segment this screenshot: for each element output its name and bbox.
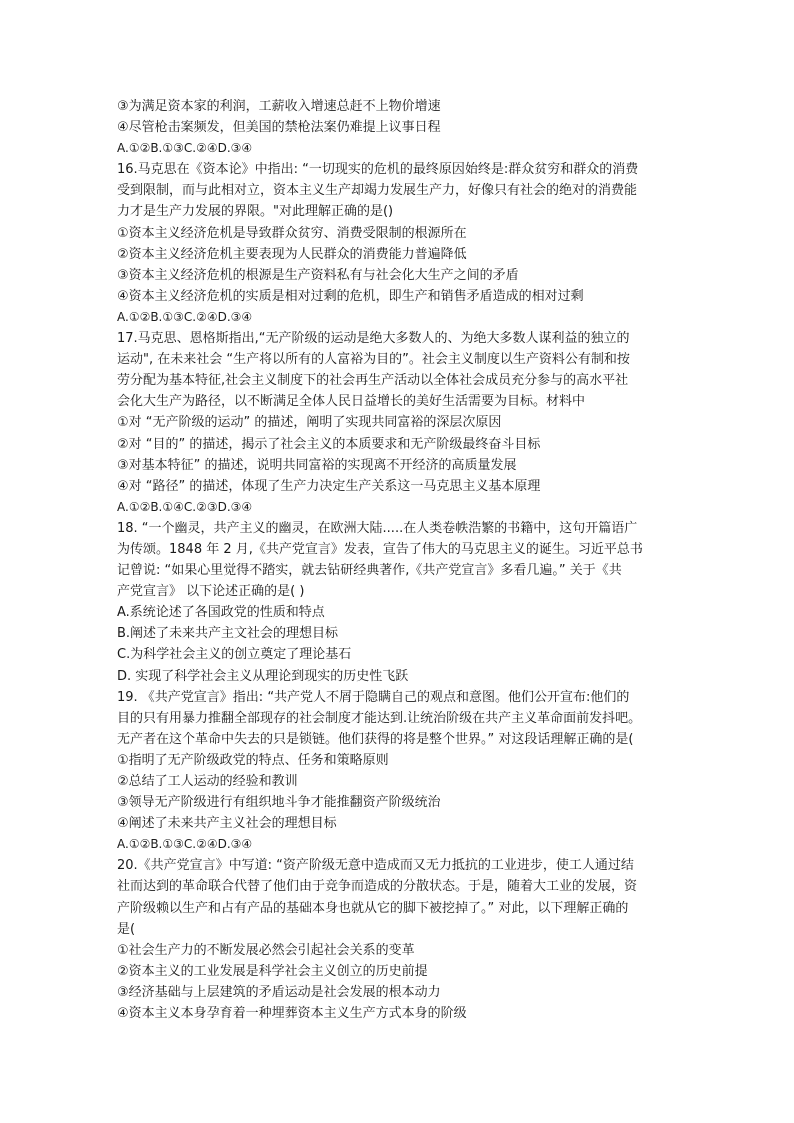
option-line: A.系统论述了各国政党的性质和特点 (117, 605, 325, 621)
question-text-line: 19. 《共产党宣言》指出: “共产党人不屑于隐瞒自己的观点和意图。他们公开宣布:他们的 (117, 689, 630, 705)
question-text-line: 受到限制，而与此相对立，资本主义生产却竭力发展生产力，好像只有社会的绝对的消费能 (117, 183, 638, 199)
question-text-line: 目的只有用暴力推翻全部现存的社会制度才能达到.让统治阶级在共产主义革命面前发抖吧。 (117, 710, 642, 726)
option-line: ②资本主义的工业发展是科学社会主义创立的历史前提 (117, 963, 428, 979)
question-text-line: 17.马克思、恩格斯指出,“无产阶级的运动是绝大多数人的、为绝大多数人谋利益的独立的 (117, 331, 630, 347)
option-line: ④资本主义经济危机的实质是相对过剩的危机，即生产和销售矛盾造成的相对过剩 (117, 288, 584, 304)
option-line: ②资本主义经济危机主要表现为人民群众的消费能力普遍降低 (117, 246, 467, 262)
option-line: ③对基本特征” 的描述，说明共同富裕的实现离不开经济的高质量发展 (117, 457, 517, 473)
option-line: C.为科学社会主义的创立奠定了理论基石 (117, 647, 352, 663)
option-line: D. 实现了科学社会主义从理论到现实的历史性飞跃 (117, 668, 409, 684)
question-text-line: 会化大生产为路径，以不断满足全体人民日益增长的美好生活需要为目标。材料中 (117, 394, 586, 410)
answer-choices-line: A.①②B.①④C.②③D.③④ (117, 499, 253, 514)
option-line: ③资本主义经济危机的根源是生产资料私有与社会化大生产之间的矛盾 (117, 267, 519, 283)
question-text-line: 力才是生产力发展的界限。"对此理解正确的是() (117, 204, 394, 220)
option-line: ①资本主义经济危机是导致群众贫穷、消费受限制的根源所在 (117, 225, 467, 241)
answer-choices-line: A.①②B.①③C.②④D.③④ (117, 837, 253, 852)
option-line: ②总结了工人运动的经验和教训 (117, 774, 298, 789)
question-text-line: 产党宣言》 以下论述正确的是( ) (117, 584, 305, 600)
question-text-line: 社而达到的革命联合代替了他们由于竞争而造成的分散状态。于是，随着大工业的发展，资 (117, 879, 638, 895)
option-line: ①社会生产力的不断发展必然会引起社会关系的变革 (117, 942, 415, 958)
question-text-line: 产阶级赖以生产和占有产品的基础本身也就从它的脚下被挖掉了。” 对此，以下理解正确的 (117, 900, 629, 916)
question-text-line: 16.马克思在《资本论》中指出: “一切现实的危机的最终原因始终是:群众贫穷和群众的消费 (117, 162, 639, 178)
option-line: ④对 “路径” 的描述，体现了生产力决定生产关系这一马克思主义基本原理 (117, 478, 541, 494)
question-text-line: 20.《共产党宣言》中写道: “资产阶级无意中造成而又无力抵抗的工业进步，使工人通过结 (117, 858, 634, 874)
question-text-line: 劳分配为基本特征,社会主义制度下的社会再生产活动以全体社会成员充分参与的高水平社 (117, 373, 629, 389)
option-line: ④资本主义本身孕育着一种埋葬资本主义生产方式本身的阶级 (117, 1006, 467, 1022)
document-page (117, 96, 679, 1024)
option-line: B.阐述了未来共产主文社会的理想目标 (117, 626, 339, 642)
question-text-line: 运动", 在未来社会 “生产将以所有的人富裕为目的”。社会主义制度以生产资料公有制和按 (117, 352, 630, 368)
question-text-line: 无产者在这个革命中失去的只是锁链。他们获得的将是整个世界。” 对这段话理解正确的是( (117, 731, 634, 747)
answer-choices-line: A.①②B.①③C.②④D.③④ (117, 141, 253, 156)
option-line: ③为满足资本家的利润，工薪收入增速总赶不上物价增速 (117, 99, 441, 114)
option-line: ③经济基础与上层建筑的矛盾运动是社会发展的根本动力 (117, 984, 441, 1000)
option-line: ②对 “目的” 的描述，揭示了社会主义的本质要求和无产阶级最终奋斗目标 (117, 436, 541, 452)
option-line: ①指明了无产阶级政党的特点、任务和策略原则 (117, 752, 389, 768)
question-text-line: 为传颂。1848 年 2 月,《共产党宣言》发表，宣告了伟大的马克思主义的诞生。习近平总书 (117, 541, 643, 557)
answer-choices-line: A.①②B.①③C.②④D.③④ (117, 309, 253, 324)
option-line: ③领导无产阶级进行有组织地斗争才能推翻资产阶级统治 (117, 795, 441, 811)
option-line: ④阐述了未来共产主义社会的理想目标 (117, 816, 337, 832)
question-text-line: 记曾说: “如果心里觉得不踏实，就去钻研经典著作,《共产党宣言》多看几遍。” 关于《共 (117, 563, 622, 579)
question-text-line: 18. “一个幽灵，共产主义的幽灵，在欧洲大陆.....在人类卷帙浩繁的书籍中，这句开篇语广 (117, 520, 638, 536)
option-line: ④尽管枪击案频发，但美国的禁枪法案仍难提上议事日程 (117, 120, 441, 136)
question-text-line: 是( (117, 921, 136, 937)
option-line: ①对 “无产阶级的运动” 的描述，阐明了实现共同富裕的深层次原因 (117, 415, 502, 431)
